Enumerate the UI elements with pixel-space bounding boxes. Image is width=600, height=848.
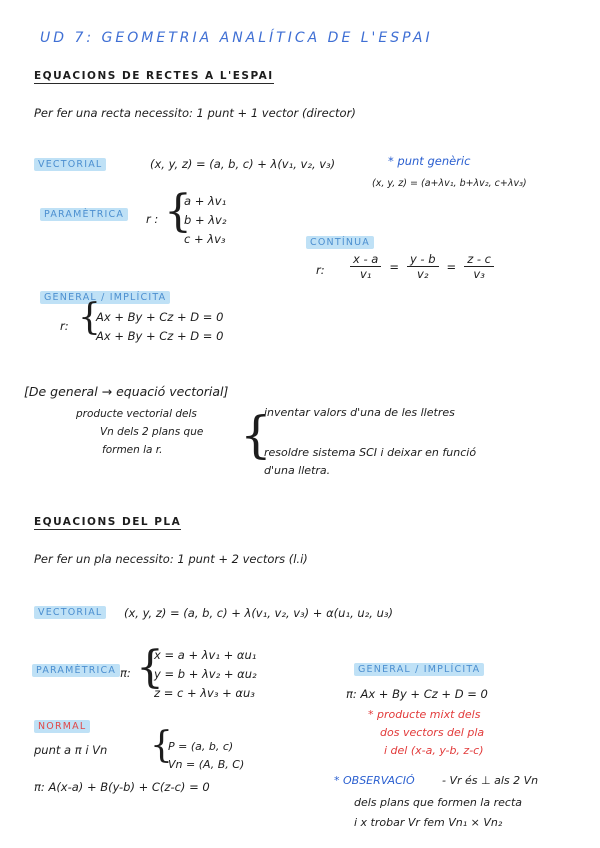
recta-general-line-2: Ax + By + Cz + D = 0	[96, 329, 224, 343]
section-heading-rectes: EQUACIONS DE RECTES A L'ESPAI	[34, 70, 274, 82]
pla-parametrica-line-1: x = a + λv₁ + αu₁	[154, 648, 257, 662]
pla-parametrica-line-3: z = c + λv₃ + αu₃	[154, 686, 255, 700]
brace-parametrica-recta: {	[164, 186, 192, 237]
recta-vectorial-eq: (x, y, z) = (a, b, c) + λ(v₁, v₂, v₃)	[150, 157, 336, 171]
continua-equals-2: =	[446, 259, 457, 274]
brace-conversion: {	[240, 406, 272, 464]
label-continua: CONTÍNUA	[306, 236, 374, 249]
pla-general-note-1: * producte mixt dels	[368, 708, 481, 721]
pla-normal-intro: punt a π i Vn	[34, 743, 108, 757]
brace-normal: {	[150, 725, 173, 766]
pla-intro: Per fer un pla necessito: 1 punt + 2 vectors (l.i)	[34, 552, 308, 566]
continua-fraction-y	[407, 252, 439, 281]
observacio-label: * OBSERVACIÓ	[334, 774, 415, 787]
pla-parametrica-line-2: y = b + λv₂ + αu₂	[154, 667, 257, 681]
conversion-right-2: resoldre sistema SCI i deixar en funció	[264, 446, 477, 459]
pla-general-eq: π: Ax + By + Cz + D = 0	[346, 687, 488, 701]
label-normal: NORMAL	[34, 720, 90, 733]
continua-den-z: v₃	[473, 267, 485, 281]
continua-num-z: z - c	[464, 252, 494, 267]
section-heading-pla: EQUACIONS DEL PLA	[34, 516, 182, 528]
pla-normal-line-2: Vn = (A, B, C)	[168, 758, 245, 771]
continua-fraction-x	[350, 252, 381, 281]
continua-num-y: y - b	[407, 252, 439, 267]
recta-general-line-1: Ax + By + Cz + D = 0	[96, 310, 224, 324]
observacio-line-1: - Vr és ⊥ als 2 Vn	[442, 774, 539, 787]
pla-parametrica-prefix: π:	[120, 666, 131, 680]
observacio-line-2: dels plans que formen la recta	[354, 796, 522, 809]
conversion-left-1: producte vectorial dels	[76, 408, 197, 420]
pla-normal-line-1: P = (a, b, c)	[168, 740, 234, 753]
conversion-left-3: formen la r.	[102, 444, 163, 456]
recta-punt-generic-note: * punt genèric	[388, 154, 471, 168]
pla-vectorial-eq: (x, y, z) = (a, b, c) + λ(v₁, v₂, v₃) + α(u₁, u₂, u₃)	[124, 606, 393, 620]
label-parametrica-pla: PARAMÈTRICA	[32, 664, 120, 677]
continua-den-y: v₂	[417, 267, 429, 281]
conversion-right-1: inventar valors d'una de les lletres	[264, 406, 455, 419]
label-general-pla: GENERAL / IMPLÍCITA	[354, 663, 484, 676]
continua-num-x: x - a	[350, 252, 381, 267]
label-vectorial-recta: VECTORIAL	[34, 158, 106, 171]
conversion-right-3: d'una lletra.	[264, 464, 331, 477]
label-vectorial-pla: VECTORIAL	[34, 606, 106, 619]
pla-general-note-2: dos vectors del pla	[380, 726, 485, 739]
recta-parametrica-line-2: b + λv₂	[184, 213, 227, 227]
continua-den-x: v₁	[359, 267, 372, 281]
label-general-recta: GENERAL / IMPLÍCITA	[40, 291, 170, 304]
recta-parametrica-line-3: c + λv₃	[184, 232, 226, 246]
recta-punt-generic-eq: (x, y, z) = (a+λv₁, b+λv₂, c+λv₃)	[372, 178, 527, 189]
continua-prefix: r:	[316, 263, 325, 277]
page-title: UD 7: GEOMETRIA ANALÍTICA DE L'ESPAI	[40, 30, 433, 46]
continua-fraction-z	[464, 252, 494, 281]
observacio-line-3: i x trobar Vr fem Vn₁ × Vn₂	[354, 816, 503, 829]
rectes-intro: Per fer una recta necessito: 1 punt + 1 vector (director)	[34, 106, 356, 120]
conversion-left-2: Vn dels 2 plans que	[100, 426, 204, 438]
pla-normal-eq: π: A(x-a) + B(y-b) + C(z-c) = 0	[34, 780, 210, 794]
continua-equals-1: =	[389, 259, 399, 274]
recta-general-prefix: r:	[60, 319, 69, 333]
pla-general-note-3: i del (x-a, y-b, z-c)	[384, 744, 484, 757]
recta-parametrica-prefix: r :	[146, 212, 159, 226]
brace-parametrica-pla: {	[136, 642, 164, 693]
continua-equation	[350, 252, 494, 281]
brace-general-recta: {	[78, 297, 101, 338]
conversion-heading: [De general → equació vectorial]	[24, 384, 229, 399]
label-parametrica-recta: PARAMÈTRICA	[40, 208, 128, 221]
recta-parametrica-line-1: a + λv₁	[184, 194, 227, 208]
